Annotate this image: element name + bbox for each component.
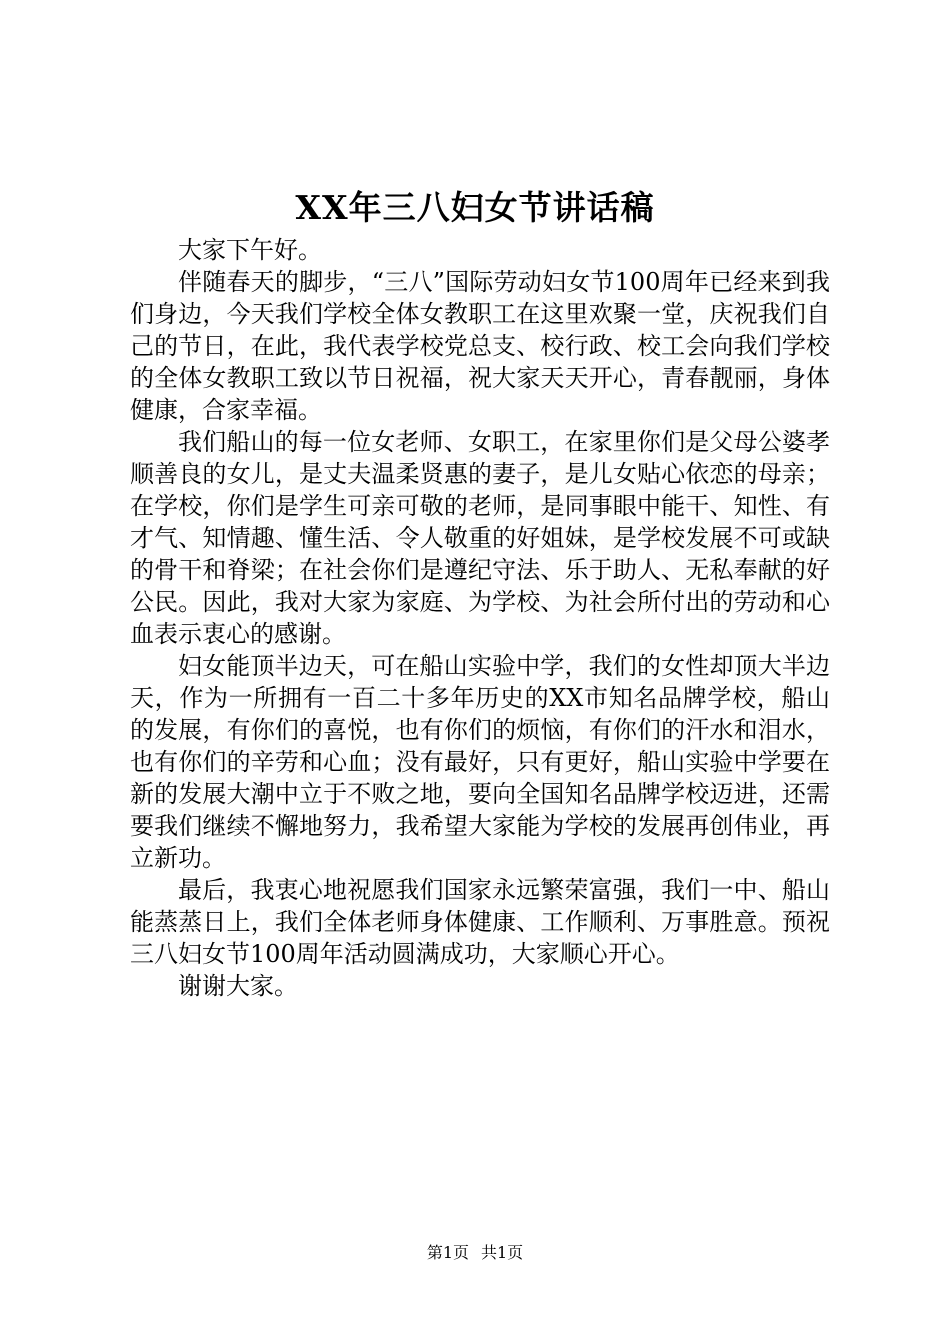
paragraph: 我们船山的每一位女老师、女职工，在家里你们是父母公婆孝顺善良的女儿，是丈夫温柔贤惠的妻子，是儿女贴心依恋的母亲；在学校，你们是学生可亲可敬的老师，是同事眼中能干、知性、有才气、知情趣、懂生活、令人敬重的好姐妹，是学校发展不可或缺的骨干和脊梁；在社会你们是遵纪守法、乐于助人、无私奉献的好公民。因此，我对大家为家庭、为学校、为社会所付出的劳动和心血表示衷心的感谢。 — [130, 428, 830, 648]
document-title: XX年三八妇女节讲话稿 — [295, 188, 655, 227]
paragraph: 伴随春天的脚步，“三八”国际劳动妇女节100周年已经来到我们身边，今天我们学校全体女教职工在这里欢聚一堂，庆祝我们自己的节日，在此，我代表学校党总支、校行政、校工会向我们学校的全体女教职工致以节日祝福，祝大家天天开心，青春靓丽，身体健康，合家幸福。 — [130, 268, 830, 424]
paragraph-closing: 谢谢大家。 — [178, 972, 298, 1000]
paragraph: 妇女能顶半边天，可在船山实验中学，我们的女性却顶大半边天，作为一所拥有一百二十多年历史的XX市知名品牌学校，船山的发展，有你们的喜悦，也有你们的烦恼，有你们的汗水和泪水，也有你们的辛劳和心血；没有最好，只有更好，船山实验中学要在新的发展大潮中立于不败之地，要向全国知名品牌学校迈进，还需要我们继续不懈地努力，我希望大家能为学校的发展再创伟业，再立新功。 — [130, 652, 830, 872]
paragraph: 最后，我衷心地祝愿我们国家永远繁荣富强，我们一中、船山能蒸蒸日上，我们全体老师身体健康、工作顺利、万事胜意。预祝三八妇女节100周年活动圆满成功，大家顺心开心。 — [130, 876, 830, 968]
document-body — [130, 234, 830, 1002]
page-footer — [0, 1242, 950, 1264]
page-number: 第1页 — [426, 1243, 469, 1262]
paragraph-greeting: 大家下午好。 — [178, 236, 322, 264]
page-total: 共1页 — [481, 1243, 524, 1262]
